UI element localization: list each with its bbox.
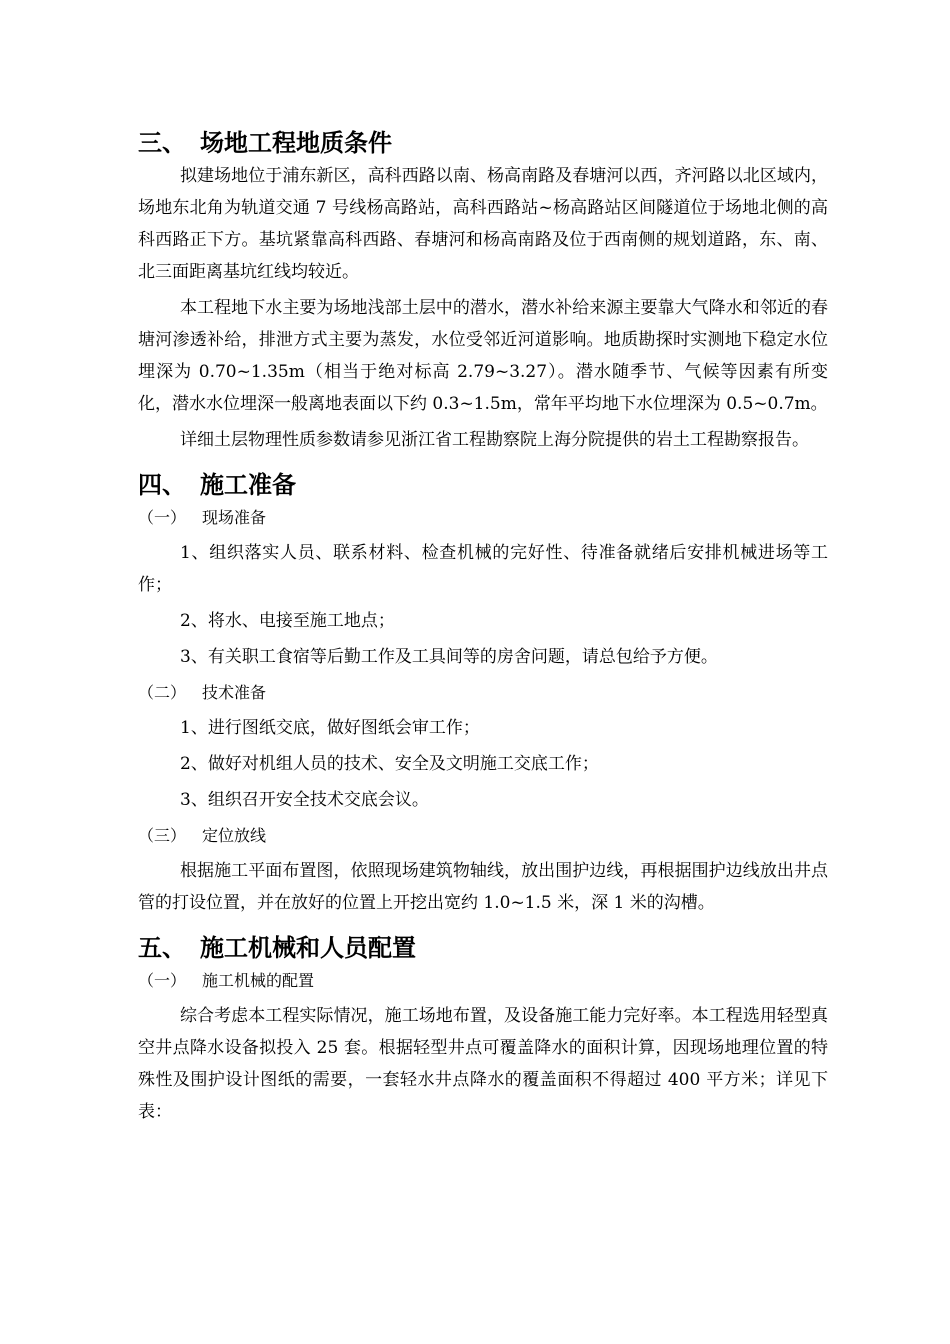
- list-item: 3、组织召开安全技术交底会议。: [180, 790, 429, 810]
- section-title: 施工准备: [200, 471, 296, 499]
- section-heading-3: [138, 126, 828, 160]
- subsection-number: （一）: [138, 508, 187, 527]
- list-item: 1、进行图纸交底，做好图纸会审工作；: [180, 718, 480, 738]
- subsection-title: 定位放线: [202, 826, 267, 845]
- paragraph-positioning: 根据施工平面布置图，依照现场建筑物轴线，放出围护边线，再根据围护边线放出井点管的打设位置，并在放好的位置上开挖出宽约 1.0~1.5 米，深 1 米的沟槽。: [138, 861, 828, 913]
- section-heading-4: [138, 468, 828, 502]
- section-heading-5: [138, 931, 828, 965]
- list-item: 3、有关职工食宿等后勤工作及工具间等的房舍问题，请总包给予方便。: [180, 647, 718, 667]
- paragraph-site-location: 拟建场地位于浦东新区，高科西路以南、杨高南路及春塘河以西，齐河路以北区域内，场地东北角为轨道交通 7 号线杨高路站，高科西路站~杨高路站区间隧道位于场地北侧的高科西路正下方。基坑紧靠高科西路、春塘河和杨高南路及位于西南侧的规划道路，东、南、北三面距离基坑红线均较近。: [138, 166, 828, 282]
- subsection-number: （三）: [138, 826, 187, 845]
- paragraph-machinery: 综合考虑本工程实际情况，施工场地布置，及设备施工能力完好率。本工程选用轻型真空井点降水设备拟投入 25 套。根据轻型井点可覆盖降水的面积计算，因现场地理位置的特殊性及围护设计图纸的需要，一套轻水井点降水的覆盖面积不得超过 400 平方米；详见下表：: [138, 1006, 828, 1122]
- subsection-title: 技术准备: [202, 683, 267, 702]
- subsection-title: 现场准备: [202, 508, 267, 527]
- list-item: 1、组织落实人员、联系材料、检查机械的完好性、待准备就绪后安排机械进场等工作；: [138, 543, 828, 595]
- subsection-heading: [138, 677, 828, 709]
- document-body: [138, 126, 828, 1132]
- paragraph-groundwater: 本工程地下水主要为场地浅部土层中的潜水，潜水补给来源主要靠大气降水和邻近的春塘河渗透补给，排泄方式主要为蒸发，水位受邻近河道影响。地质勘探时实测地下稳定水位埋深为 0.70~1.35m（相当于绝对标高 2.79~3.27）。潜水随季节、气候等因素有所变化，潜水水位埋深一般离地表面以下约 0.3~1.5m，常年平均地下水位埋深为 0.5~0.7m。: [138, 298, 828, 414]
- subsection-heading: [138, 820, 828, 852]
- section-number: 五、: [138, 934, 186, 962]
- section-title: 场地工程地质条件: [200, 129, 392, 157]
- list-item: 2、做好对机组人员的技术、安全及文明施工交底工作；: [180, 754, 599, 774]
- section-title: 施工机械和人员配置: [200, 934, 416, 962]
- subsection-title: 施工机械的配置: [202, 971, 315, 990]
- section-number: 三、: [138, 129, 186, 157]
- paragraph-soil-report: 详细土层物理性质参数请参见浙江省工程勘察院上海分院提供的岩土工程勘察报告。: [180, 430, 809, 450]
- section-number: 四、: [138, 471, 186, 499]
- list-item: 2、将水、电接至施工地点；: [180, 611, 395, 631]
- subsection-heading: [138, 965, 828, 997]
- subsection-number: （二）: [138, 683, 187, 702]
- subsection-heading: [138, 502, 828, 534]
- subsection-number: （一）: [138, 971, 187, 990]
